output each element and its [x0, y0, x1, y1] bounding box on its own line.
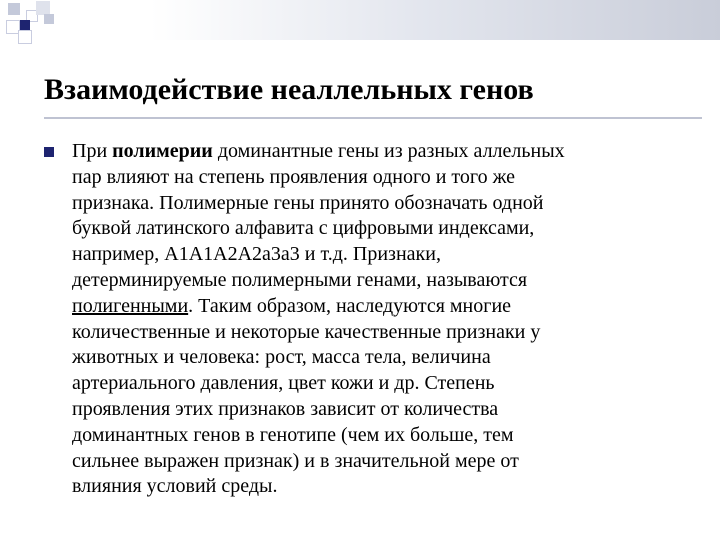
decor-square-accent	[20, 20, 30, 30]
paragraph-line	[72, 294, 672, 320]
title-divider	[44, 117, 702, 119]
decor-square	[44, 14, 54, 24]
paragraph-line: животных и человека: рост, масса тела, величина	[72, 346, 491, 369]
paragraph-line: количественные и некоторые качественные признаки у	[72, 320, 541, 343]
paragraph-line: буквой латинского алфавита с цифровыми индексами,	[72, 217, 535, 240]
text-fragment: При	[72, 140, 113, 162]
paragraph-line: признака. Полимерные гены принято обозначать одной	[72, 191, 544, 214]
paragraph-line: например, А1А1А2А2а3а3 и т.д. Признаки,	[72, 243, 441, 266]
paragraph-line: детерминируемые полимерными генами, называются	[72, 268, 528, 291]
text-fragment: . Таким образом, наследуются многие	[188, 294, 512, 317]
term-polymeria: полимерии	[112, 140, 213, 162]
slide-title: Взаимодействие неаллельных генов	[44, 73, 534, 106]
header-decoration-band	[0, 0, 720, 40]
paragraph-line: доминантных генов в генотипе (чем их больше, тем	[72, 423, 514, 446]
paragraph-line: артериального давления, цвет кожи и др. Степень	[72, 372, 495, 395]
paragraph-line: пар влияют на степень проявления одного и того же	[72, 165, 516, 188]
paragraph-line: влияния условий среды.	[72, 475, 278, 498]
decor-square	[36, 1, 50, 15]
text-fragment: доминантные гены из разных аллельных	[212, 140, 565, 162]
decor-square	[18, 30, 32, 44]
term-polygenic: полигенными	[72, 294, 189, 317]
paragraph-line: проявления этих признаков зависит от количества	[72, 397, 499, 420]
square-bullet-icon	[44, 147, 54, 157]
paragraph-line: сильнее выражен признак) и в значительной мере от	[72, 449, 519, 472]
decor-square	[8, 3, 20, 15]
bullet-paragraph	[72, 139, 672, 500]
paragraph-line	[72, 139, 672, 165]
